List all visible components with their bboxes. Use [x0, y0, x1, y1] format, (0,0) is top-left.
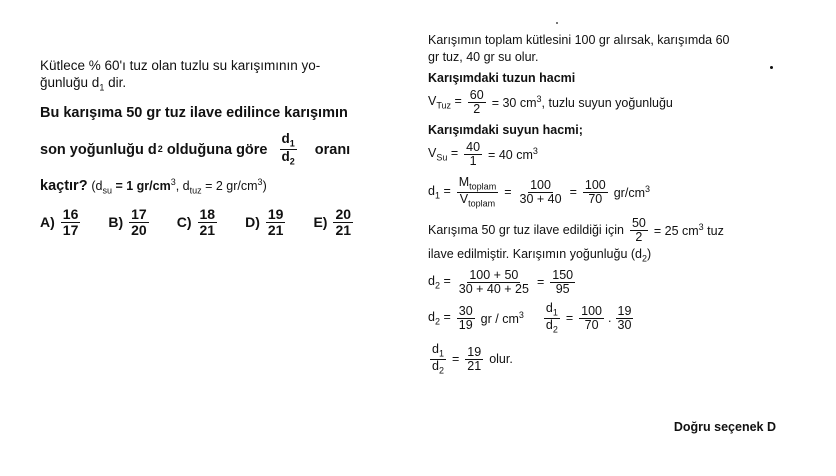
- superscript: 3: [532, 145, 538, 156]
- superscript: 3: [698, 221, 704, 232]
- question-text-line1: Kütlece % 60'ı tuz olan tuzlu su karışımının yo-: [40, 58, 321, 73]
- option-label: A): [40, 213, 55, 230]
- density-intro-close: ): [647, 247, 652, 262]
- question-given: [40, 177, 390, 197]
- frac-den: 1: [469, 153, 477, 168]
- subscript: 1: [434, 190, 440, 201]
- eq-dot: .: [608, 311, 612, 326]
- eq-fraction: [518, 179, 564, 206]
- added-salt-text: Karışıma 50 gr tuz ilave edildiği için: [428, 223, 624, 238]
- question-block: [40, 58, 390, 237]
- ratio-denominator: $d_2$: [281, 149, 295, 167]
- option-den: 21: [199, 221, 216, 238]
- frac-den: 95: [555, 281, 570, 296]
- eq-fraction: [457, 305, 475, 332]
- eq-result: = 30 cm: [491, 95, 537, 110]
- subscript: 1: [99, 82, 105, 93]
- superscript: 3: [536, 93, 542, 104]
- frac-den: 70: [588, 191, 603, 206]
- frac-num: 19: [467, 344, 482, 359]
- eq-fraction: [630, 217, 648, 244]
- subscript: 2: [157, 143, 163, 154]
- heading-tuz-volume: Karışımdaki tuzun hacmi: [428, 70, 576, 85]
- eq-symbol: d: [428, 184, 435, 199]
- option-e[interactable]: [313, 207, 355, 237]
- option-fraction: [61, 207, 81, 237]
- eq-d2-a: $d_2$ = $\frac{100 + 50}{30 + 40 + 25}$ = $\frac{150}{95}$: [428, 267, 574, 296]
- eq-fraction: [465, 346, 483, 373]
- frac-num: 150: [552, 267, 574, 282]
- eq-fraction: [579, 305, 604, 332]
- added-salt-result: = 25 cm: [653, 224, 699, 239]
- eq-tail: olur.: [489, 351, 513, 366]
- eq-fraction: [550, 269, 575, 296]
- frac-den: 30 + 40: [519, 191, 562, 206]
- eq-unit: gr/cm: [613, 186, 645, 201]
- option-num: 19: [267, 206, 284, 223]
- frac-den: [430, 360, 446, 376]
- given-open: (d: [91, 179, 103, 194]
- density-intro: [428, 246, 798, 265]
- option-num: 17: [131, 206, 147, 223]
- solution-block: [428, 32, 798, 382]
- frac-den-main: d: [432, 358, 439, 373]
- frac-den: [544, 319, 560, 335]
- question-ask: kaçtır?: [40, 178, 88, 195]
- given-su: = 1 gr/cm: [111, 179, 171, 194]
- subscript: Tuz: [436, 100, 452, 111]
- given-close: ): [262, 179, 267, 194]
- subscript: 1: [552, 307, 558, 318]
- question-bold-line1: Bu karışıma 50 gr tuz ilave edilince karışımın: [40, 104, 348, 121]
- given-tuz: = 2 gr/cm: [201, 179, 258, 194]
- question-bold-text: son yoğunluğu d: [40, 141, 157, 158]
- eq-sign: =: [439, 184, 451, 199]
- option-fraction: [198, 207, 218, 237]
- frac-den: 19: [458, 317, 473, 332]
- given-mid: , d: [175, 179, 190, 194]
- option-fraction: [129, 207, 149, 237]
- subscript: 2: [641, 253, 647, 264]
- option-num: 16: [62, 206, 79, 223]
- eq-d1: [428, 176, 798, 209]
- subscript: su: [102, 185, 112, 196]
- given-values: [91, 177, 267, 196]
- answer-options: [40, 207, 390, 237]
- solution-intro-line1: Karışımın toplam kütlesini 100 gr alırsak, karışımda 60: [428, 33, 730, 47]
- eq-v-tuz: [428, 89, 798, 116]
- frac-num: 100: [584, 177, 606, 192]
- option-label: E): [313, 213, 328, 230]
- superscript: 3: [644, 183, 650, 194]
- question-bold-line2: [40, 132, 390, 167]
- subscript: 2: [434, 280, 440, 291]
- option-d[interactable]: [245, 207, 287, 237]
- eq-fraction: [430, 343, 446, 376]
- eq-final: [428, 343, 798, 376]
- question-bold-text-c: oranı: [314, 141, 351, 158]
- eq-sign: =: [569, 185, 577, 199]
- eq-fraction: [457, 269, 531, 296]
- eq-sign: =: [447, 146, 459, 161]
- option-fraction: [266, 207, 286, 237]
- option-a[interactable]: [40, 207, 82, 237]
- superscript: 3: [170, 177, 176, 188]
- eq-fraction: [464, 141, 482, 168]
- option-label: B): [108, 213, 124, 230]
- subscript: toplam: [468, 198, 496, 209]
- subscript: 2: [552, 324, 558, 335]
- correct-answer: Doğru seçenek D: [673, 420, 776, 434]
- frac-den: 30 + 40 + 25: [458, 281, 529, 296]
- question-text-line2: ğunluğu d: [40, 74, 100, 90]
- eq-sign: =: [536, 274, 545, 289]
- eq-unit: gr / cm: [480, 312, 519, 327]
- option-den: 21: [335, 221, 352, 238]
- frac-num-main: d: [432, 341, 439, 356]
- frac-den: [458, 193, 497, 209]
- frac-num: [544, 302, 560, 319]
- option-label: C): [176, 213, 192, 230]
- eq-v-su: [428, 141, 798, 168]
- eq-fraction: [468, 89, 486, 116]
- frac-den: 2: [473, 101, 481, 116]
- option-den: 21: [267, 221, 284, 238]
- option-b[interactable]: [108, 207, 150, 237]
- frac-num: 40: [466, 139, 481, 154]
- subscript: 2: [438, 365, 444, 376]
- eq-d2-b: $d_2$ = $\frac{30}{19}$ gr / $cm^3$ $\frac{d_1}{d_2}$ = $\frac{100}{70}$ . $\frac{19}{30}$: [428, 301, 632, 335]
- frac-num: 30: [458, 303, 473, 318]
- scan-speck: [556, 22, 558, 24]
- density-intro-text: ilave edilmiştir. Karışımın yoğunluğu (d: [428, 247, 642, 262]
- frac-num: [430, 343, 446, 360]
- option-fraction: [333, 207, 353, 237]
- frac-den: 30: [617, 317, 632, 332]
- added-salt-tail: tuz: [703, 224, 724, 239]
- eq-fraction: [544, 302, 560, 335]
- frac-num: 100 + 50: [469, 267, 519, 282]
- superscript: 3: [257, 177, 263, 188]
- option-c[interactable]: [177, 207, 219, 237]
- frac-num-main: d: [545, 301, 553, 316]
- eq-sign: =: [451, 351, 460, 366]
- eq-fraction: [583, 179, 608, 206]
- frac-num: [457, 176, 498, 193]
- heading-su-volume: Karışımdaki suyun hacmi;: [428, 122, 583, 137]
- frac-num: 100: [530, 177, 551, 192]
- eq-symbol: V: [428, 93, 437, 108]
- question-bold-text-b: olduğuna göre: [166, 141, 268, 158]
- frac-den: 21: [467, 358, 482, 373]
- option-den: 20: [131, 221, 147, 238]
- solution-intro: [428, 32, 798, 66]
- frac-num-main: M: [458, 175, 470, 189]
- eq-result: = 40 cm: [488, 148, 533, 163]
- option-num: 18: [199, 206, 216, 223]
- frac-den: 70: [584, 317, 599, 332]
- eq-tail: , tuzlu suyun yoğunluğu: [541, 95, 673, 110]
- ratio-numerator: $d_1$: [281, 130, 295, 149]
- ratio-fraction: [280, 132, 297, 167]
- subscript: 2: [434, 316, 440, 327]
- frac-num: 100: [581, 303, 603, 318]
- subscript: Su: [436, 152, 448, 163]
- subscript: tuz: [189, 185, 202, 196]
- option-label: D): [245, 213, 260, 230]
- eq-symbol: V: [428, 146, 437, 161]
- eq-sign: =: [565, 311, 574, 326]
- frac-num: 19: [617, 303, 632, 318]
- option-den: 17: [62, 221, 79, 238]
- eq-symbol: d: [428, 310, 435, 325]
- question-intro: [40, 58, 390, 94]
- frac-num: 50: [631, 215, 646, 230]
- question-text-line2-end: dir.: [104, 74, 127, 90]
- frac-num: 60: [469, 87, 484, 102]
- eq-fraction: [616, 305, 634, 332]
- superscript: 3: [518, 309, 524, 320]
- frac-den: 2: [635, 230, 643, 244]
- subscript: toplam: [469, 181, 497, 192]
- subscript: 1: [438, 348, 444, 359]
- eq-sign: =: [451, 93, 462, 108]
- eq-symbol: d: [428, 274, 435, 289]
- added-salt-line: [428, 217, 798, 244]
- solution-intro-line2: gr tuz, 40 gr su olur.: [428, 49, 539, 64]
- eq-sign: =: [504, 185, 512, 199]
- option-num: 20: [335, 206, 352, 223]
- frac-den-main: d: [545, 317, 553, 332]
- frac-den-main: V: [459, 191, 469, 206]
- eq-fraction: [457, 176, 498, 209]
